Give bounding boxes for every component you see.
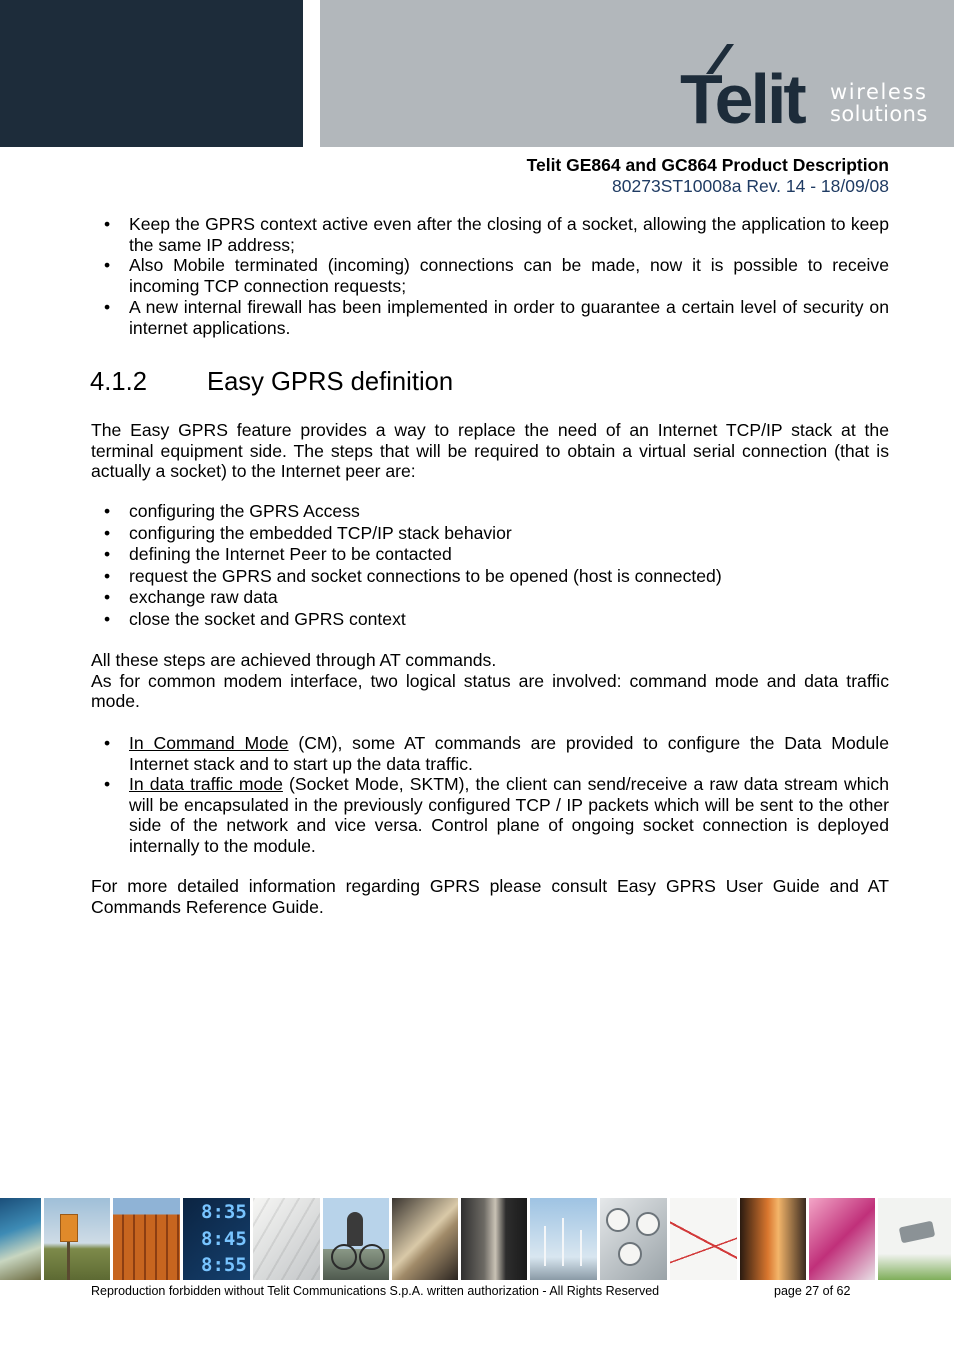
photo-tile-car — [0, 1198, 41, 1280]
photo-tile-keyboard — [253, 1198, 320, 1280]
list-item: • Keep the GPRS context active even after the closing of a socket, allowing the application to keep the same IP address; — [129, 214, 889, 255]
reference-paragraph: For more detailed information regarding GPRS please consult Easy GPRS User Guide and AT Commands Reference Guide. — [91, 876, 889, 917]
list-item-command-mode — [129, 733, 889, 774]
logo-tagline-wireless: wireless — [830, 80, 928, 104]
list-item: • configuring the embedded TCP/IP stack behavior — [129, 523, 889, 545]
clock-digits: 8:35 — [201, 1201, 247, 1223]
photo-tile-emergency-phone — [44, 1198, 110, 1280]
mode-description: (CM), some AT commands are provided to configure the Data Module Internet stack and to start up the data traffic. — [129, 733, 889, 774]
list-item: • A new internal firewall has been implemented in order to guarantee a certain level of security on internet applications. — [129, 297, 889, 338]
intro-list-block — [91, 214, 889, 338]
paragraph-line: All these steps are achieved through AT commands. — [91, 650, 497, 670]
list-item: • close the socket and GPRS context — [129, 609, 889, 631]
footer-photo-strip — [0, 1198, 954, 1280]
telit-logo: Telit — [680, 60, 804, 138]
photo-tile-security-camera — [878, 1198, 951, 1280]
paragraph-line: As for common modem interface, two logical status are involved: command mode and data traffic mode. — [91, 670, 889, 712]
photo-tile-motion-blur — [740, 1198, 806, 1280]
section-title: Easy GPRS definition — [207, 368, 454, 396]
list-item-data-traffic-mode — [129, 774, 889, 856]
list-item: • configuring the GPRS Access — [129, 501, 889, 523]
steps-list-block — [91, 501, 889, 631]
intro-bullet-list — [91, 214, 889, 338]
modes-list-block — [91, 733, 889, 856]
modes-bullet-list — [91, 733, 889, 856]
list-item: • Also Mobile terminated (incoming) connections can be made, now it is possible to receive incoming TCP connection requests; — [129, 255, 889, 296]
photo-tile-wind-turbines — [530, 1198, 597, 1280]
photo-tile-containers — [113, 1198, 180, 1280]
footer-copyright-notice: Reproduction forbidden without Telit Communications S.p.A. written authorization - All Rights Reserved — [91, 1284, 660, 1298]
photo-tile-vending-machine — [461, 1198, 527, 1280]
photo-tile-pink-retail — [809, 1198, 875, 1280]
mode-term: In Command Mode — [129, 733, 289, 753]
list-item: • defining the Internet Peer to be contacted — [129, 544, 889, 566]
photo-tile-laser-lines — [670, 1198, 737, 1280]
header-dark-block — [0, 0, 303, 147]
clock-digits: 8:55 — [201, 1254, 247, 1276]
footer-page-number: page 27 of 62 — [774, 1284, 851, 1298]
intro-paragraph: The Easy GPRS feature provides a way to replace the need of an Internet TCP/IP stack at the terminal equipment side. The steps that will be required to obtain a virtual serial connection (that is actually a socket) to the Internet peer are: — [91, 420, 889, 482]
document-reference: 80273ST10008a Rev. 14 - 18/09/08 — [612, 176, 889, 196]
clock-digits: 8:45 — [201, 1228, 247, 1250]
mode-description: (Socket Mode, SKTM), the client can send/receive a raw data stream which will be encapsulated in the previously configured TCP / IP packets which will be sent to the other side of the network and vice versa. Control plane of ongoing socket connection is deployed internally to the module. — [129, 774, 889, 856]
steps-bullet-list — [91, 501, 889, 631]
photo-tile-card-hand — [392, 1198, 458, 1280]
mode-term: In data traffic mode — [129, 774, 283, 794]
at-commands-paragraph — [91, 650, 889, 712]
document-title: Telit GE864 and GC864 Product Description — [526, 155, 889, 175]
list-item: • exchange raw data — [129, 587, 889, 609]
section-number: 4.1.2 — [90, 368, 147, 396]
section-heading — [90, 367, 888, 397]
logo-tagline-solutions: solutions — [830, 102, 928, 126]
photo-tile-meters — [600, 1198, 667, 1280]
photo-tile-bicycle — [323, 1198, 389, 1280]
list-item: • request the GPRS and socket connections to be opened (host is connected) — [129, 566, 889, 588]
photo-tile-digital-clock — [183, 1198, 250, 1280]
